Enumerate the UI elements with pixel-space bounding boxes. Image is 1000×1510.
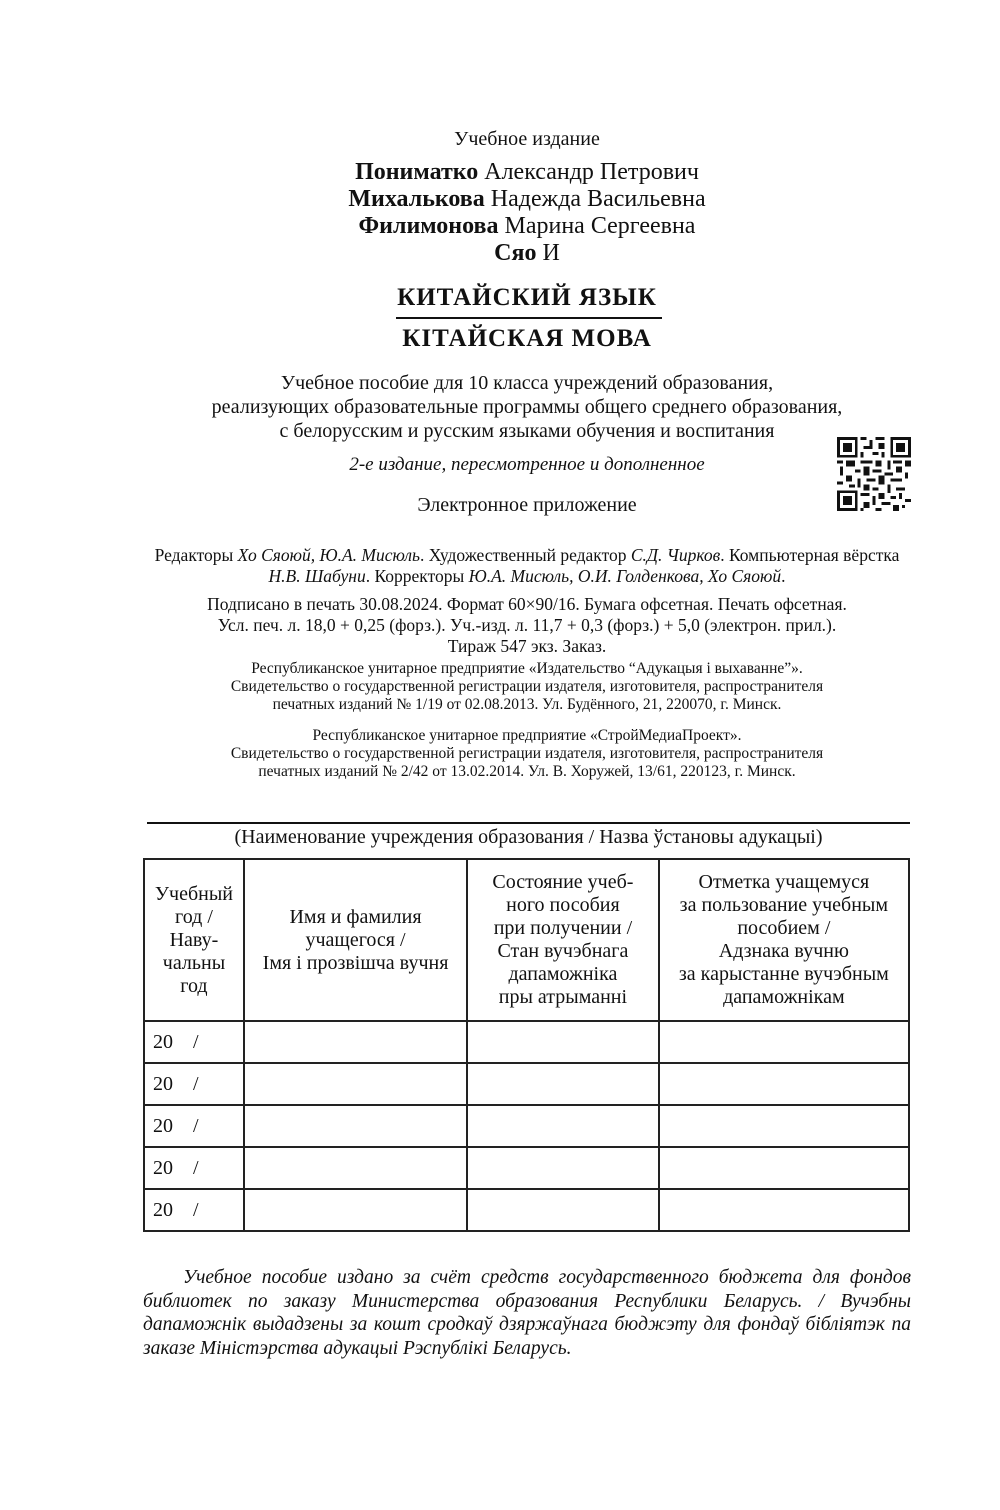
layout-label: . Компьютерная вёрстка [720, 545, 900, 565]
header-line: год [180, 974, 208, 997]
table-row [144, 1189, 909, 1231]
art-editor-label: . Художественный редактор [419, 545, 631, 565]
header-line: пры атрыманні [498, 986, 628, 1008]
header-condition [467, 859, 659, 1021]
header-line: год / [175, 905, 213, 928]
header-line: при получении / [493, 917, 633, 939]
description-line-3: с белорусским и русским языками обучения и воспитания [279, 420, 775, 442]
publisher-info [140, 660, 914, 714]
header-line: ного пособия [506, 894, 620, 916]
editors: Хо Сяоюй, Ю.А. Мисюль [237, 545, 420, 565]
header-line: Учебный [154, 882, 234, 905]
condition-cell [467, 1063, 659, 1105]
description-line-1: Учебное пособие для 10 класса учреждений образования, [280, 372, 774, 394]
correctors-label: . Корректоры [365, 566, 469, 586]
header-line: чальны [162, 951, 226, 974]
mark-cell [659, 1147, 909, 1189]
header-student-name [244, 859, 467, 1021]
header-line: учащегося / [305, 928, 406, 951]
name-cell [244, 1105, 467, 1147]
author-first-name: Надежда Васильевна [490, 186, 706, 212]
author-last-name: Пониматко [355, 159, 479, 185]
institution-caption: (Наименование учреждения образования / Назва ўстановы адукацыі) [234, 826, 823, 848]
edition-note: 2-е издание, пересмотренное и дополненное [349, 454, 705, 475]
printer-line-2: Свидетельство о государственной регистрации издателя, изготовителя, распространителя [230, 745, 824, 762]
print-info-line-3: Тираж 547 экз. Заказ. [447, 636, 607, 656]
funding-note: Учебное пособие издано за счёт средств государственного бюджета для фондов библиотек по заказу Министерства образования Республики Беларусь. / Вучэбны дапаможнік выдадзены за кошт сродкаў дзяржаўнага бюджэту для фондаў бібліятэк па заказе Міністэрства адукацыі Рэспублікі Беларусь. [143, 1267, 911, 1359]
header-line: Імя і прозвішча вучня [262, 951, 449, 974]
header-line: Наву- [169, 928, 219, 951]
author-last-name: Сяо [494, 240, 537, 266]
mark-cell [659, 1063, 909, 1105]
qr-code-icon [837, 437, 911, 511]
header-mark [659, 859, 909, 1021]
table-row [144, 1105, 909, 1147]
author-1 [0, 158, 1000, 186]
header-school-year [144, 859, 244, 1021]
publisher-line-2: Свидетельство о государственной регистрации издателя, изготовителя, распространителя [230, 678, 824, 695]
author-last-name: Филимонова [358, 213, 499, 239]
name-cell [244, 1189, 467, 1231]
name-cell [244, 1021, 467, 1063]
print-info-line-2: Усл. печ. л. 18,0 + 0,25 (форз.). Уч.-изд. л. 11,7 + 0,3 (форз.) + 5,0 (электрон. прил.). [217, 615, 837, 635]
art-editor: С.Д. Чирков [630, 545, 721, 565]
description-line-2: реализующих образовательные программы общего среднего образования, [211, 396, 843, 418]
condition-cell [467, 1189, 659, 1231]
credits-end: . [781, 566, 786, 586]
name-cell [244, 1147, 467, 1189]
condition-cell [467, 1147, 659, 1189]
header-line: Адзнака вучню [718, 940, 849, 962]
printer-line-1: Республиканское унитарное предприятие «СтройМедиаПроект». [312, 727, 742, 744]
header-line: Стан вучэбнага [497, 940, 629, 962]
author-first-name: И [542, 240, 560, 266]
table-row [144, 1063, 909, 1105]
institution-line [147, 822, 910, 824]
textbook-usage-table [143, 858, 910, 1232]
author-3 [0, 212, 1000, 240]
author-first-name: Александр Петрович [484, 159, 699, 185]
year-cell: 20 / [144, 1063, 244, 1105]
electronic-appendix: Электронное приложение [417, 494, 637, 516]
title-russian: КИТАЙСКИЙ ЯЗЫК [397, 284, 657, 311]
correctors: Ю.А. Мисюль, О.И. Голденкова, Хо Сяоюй [468, 566, 782, 586]
header-line: за карыстанне вучэбным [678, 963, 889, 985]
print-info [140, 594, 914, 657]
header-line: пособием / [737, 917, 831, 939]
publisher-line-1: Республиканское унитарное предприятие «Издательство “Адукацыя і выхаванне”». [251, 660, 803, 677]
header-line: Состояние учеб- [492, 871, 634, 893]
author-2 [0, 185, 1000, 213]
header-line: Отметка учащемуся [698, 871, 870, 893]
table-header-row [144, 859, 909, 1021]
year-cell: 20 / [144, 1189, 244, 1231]
publisher-line-3: печатных изданий № 1/19 от 02.08.2013. Ул. Будённого, 21, 220070, г. Минск. [272, 696, 782, 713]
title-belarusian: КІТАЙСКАЯ МОВА [402, 325, 652, 352]
edition-type: Учебное издание [454, 128, 600, 150]
editors-label: Редакторы [154, 545, 234, 565]
mark-cell [659, 1189, 909, 1231]
header-line: за пользование учебным [679, 894, 889, 916]
printer-info [140, 727, 914, 781]
header-line: дапаможніка [508, 963, 618, 985]
condition-cell [467, 1021, 659, 1063]
name-cell [244, 1063, 467, 1105]
layout-designer: Н.В. Шабуни [268, 566, 366, 586]
author-4 [0, 239, 1000, 267]
author-first-name: Марина Сергеевна [504, 213, 696, 239]
header-line: дапаможнікам [723, 986, 845, 1008]
printer-line-3: печатных изданий № 2/42 от 13.02.2014. Ул. В. Хоружей, 13/61, 220123, г. Минск. [258, 763, 796, 780]
table-row [144, 1147, 909, 1189]
print-info-line-1: Подписано в печать 30.08.2024. Формат 60×90/16. Бумага офсетная. Печать офсетная. [207, 594, 847, 614]
credits [140, 545, 914, 587]
year-cell: 20 / [144, 1147, 244, 1189]
mark-cell [659, 1105, 909, 1147]
year-cell: 20 / [144, 1021, 244, 1063]
condition-cell [467, 1105, 659, 1147]
table-row [144, 1021, 909, 1063]
year-cell: 20 / [144, 1105, 244, 1147]
header-line: Имя и фамилия [289, 905, 422, 928]
mark-cell [659, 1021, 909, 1063]
title-divider [396, 317, 662, 319]
author-last-name: Михалькова [348, 186, 485, 212]
